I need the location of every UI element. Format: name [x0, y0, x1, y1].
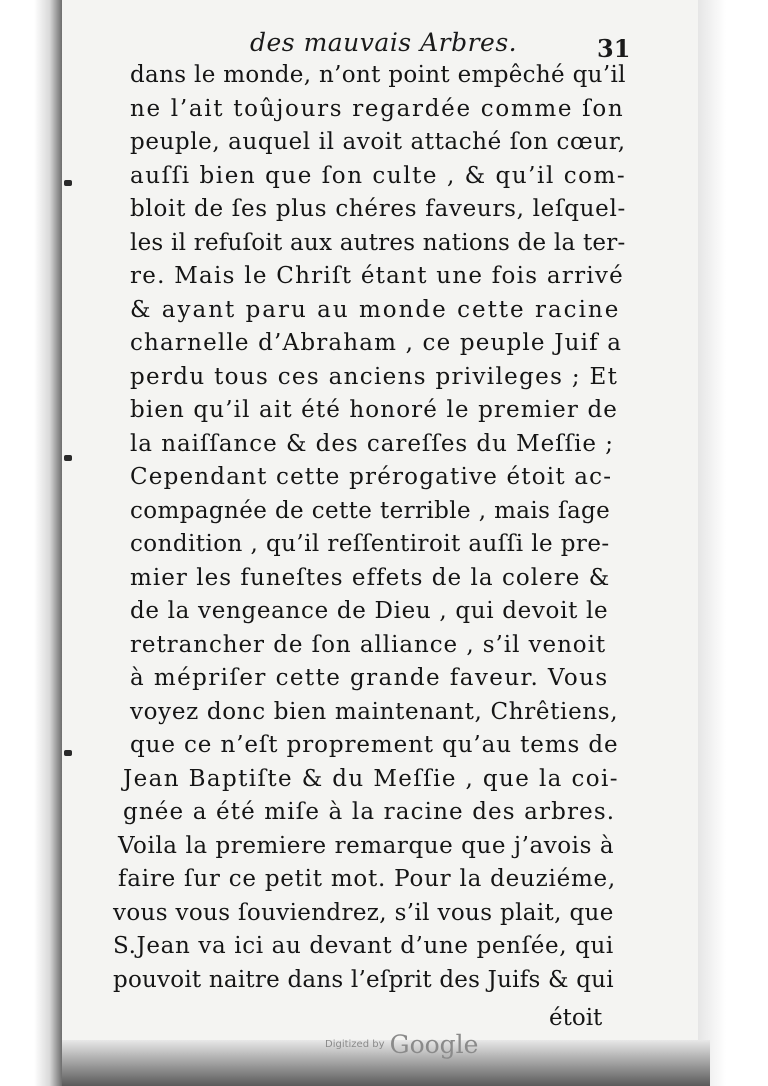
text-line: condition , qu’il reſſentiroit auſſi le pre-	[130, 531, 610, 557]
catchword: étoit	[549, 1005, 603, 1031]
text-line: mier les funeſtes effets de la colere &	[130, 564, 611, 591]
text-line: Jean Baptiſte & du Meſſie , que la coi-	[123, 765, 619, 792]
text-line: la naiſſance & des careſſes du Meſſie ;	[130, 430, 614, 457]
page-number: 31	[597, 34, 631, 63]
text-line: & ayant paru au monde cette racine	[130, 296, 621, 323]
text-line: de la vengeance de Dieu , qui devoit le	[130, 598, 609, 624]
text-line: Cependant cette prérogative étoit ac-	[130, 464, 613, 490]
text-line: bloit de ſes plus chéres faveurs, leſquel-	[130, 196, 626, 222]
text-line: Voila la premiere remarque que j’avois à	[118, 832, 615, 859]
text-line: re. Mais le Chriſt étant une fois arrivé	[130, 263, 625, 289]
text-line: faire ſur ce petit mot. Pour la deuziéme,	[118, 866, 616, 892]
text-line: ne l’ait toûjours regardée comme ſon	[130, 95, 625, 122]
text-line: les il refuſoit aux autres nations de la ter-	[130, 229, 626, 256]
text-line: gnée a été miſe à la racine des arbres.	[123, 799, 616, 825]
watermark-prefix: Digitized by	[325, 1039, 385, 1050]
margin-mark	[64, 180, 72, 186]
text-line: pouvoit naitre dans l’eſprit des Juifs & qui	[113, 966, 614, 993]
text-line: vous vous ſouviendrez, s’il vous plait, que	[113, 899, 614, 926]
text-line: perdu tous ces anciens privileges ; Et	[130, 363, 619, 390]
margin-mark	[64, 455, 72, 461]
google-watermark	[325, 1030, 478, 1059]
text-line: bien qu’il ait été honoré le premier de	[130, 397, 619, 423]
google-logo: Google	[389, 1030, 479, 1059]
text-line: S.Jean va ici au devant d’une penſée, qui	[113, 933, 614, 959]
text-line: dans le monde, n’ont point empêché qu’il	[130, 62, 626, 88]
margin-mark	[64, 750, 72, 756]
text-line: que ce n’eſt proprement qu’au tems de	[130, 732, 619, 758]
text-line: compagnée de cette terrible , mais ſage	[130, 497, 611, 524]
left-page-edge	[0, 0, 62, 1086]
text-line: retrancher de ſon alliance , s’il venoit	[130, 631, 607, 658]
text-line: charnelle d’Abraham , ce peuple Juif a	[130, 330, 623, 356]
right-page-edge	[698, 0, 768, 1086]
text-line: voyez donc bien maintenant, Chrêtiens,	[130, 698, 619, 725]
text-line: peuple, auquel il avoit attaché ſon cœur,	[130, 129, 626, 155]
text-line: à mépriſer cette grande faveur. Vous	[130, 665, 609, 691]
text-line: auſſi bien que ſon culte , & qu’il com-	[130, 162, 627, 189]
running-head: des mauvais Arbres.	[250, 28, 518, 57]
